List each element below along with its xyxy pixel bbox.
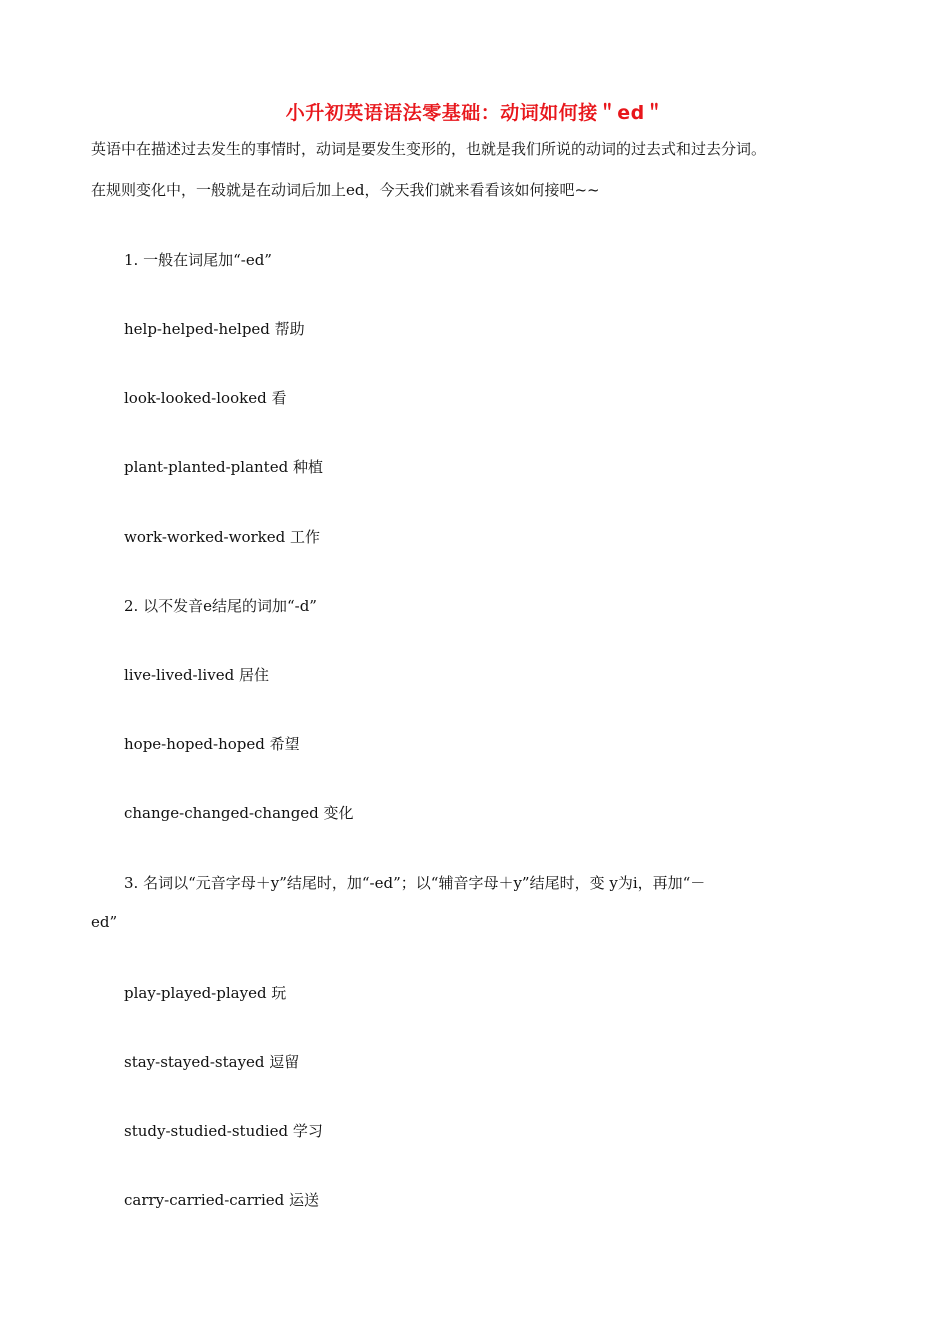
example-help: help-helped-helped 帮助 (124, 320, 305, 338)
example-plant: plant-planted-planted 种植 (124, 458, 323, 476)
section-2-heading: 2. 以不发音e结尾的词加“-d” (124, 597, 317, 615)
example-play: play-played-played 玩 (124, 984, 287, 1002)
section-3-heading: 3. 名词以“元音字母＋y”结尾时，加“-ed”；以“辅音字母＋y”结尾时，变 y为i，再加“－ (124, 874, 706, 892)
example-live: live-lived-lived 居住 (124, 666, 269, 684)
document-title: 小升初英语语法零基础：动词如何接＂ed＂ (285, 102, 665, 124)
example-study: study-studied-studied 学习 (124, 1122, 323, 1140)
example-carry: carry-carried-carried 运送 (124, 1191, 319, 1209)
example-look: look-looked-looked 看 (124, 389, 287, 407)
section-1-heading: 1. 一般在词尾加“-ed” (124, 251, 272, 269)
intro-line-2: 在规则变化中，一般就是在动词后加上ed，今天我们就来看看该如何接吧~~ (91, 181, 600, 199)
example-work: work-worked-worked 工作 (124, 528, 320, 546)
section-3-heading-cont: ed” (91, 913, 118, 931)
example-stay: stay-stayed-stayed 逗留 (124, 1053, 300, 1071)
example-change: change-changed-changed 变化 (124, 804, 354, 822)
intro-line-1: 英语中在描述过去发生的事情时，动词是要发生变形的，也就是我们所说的动词的过去式和过去分词。 (91, 140, 767, 158)
example-hope: hope-hoped-hoped 希望 (124, 735, 300, 753)
